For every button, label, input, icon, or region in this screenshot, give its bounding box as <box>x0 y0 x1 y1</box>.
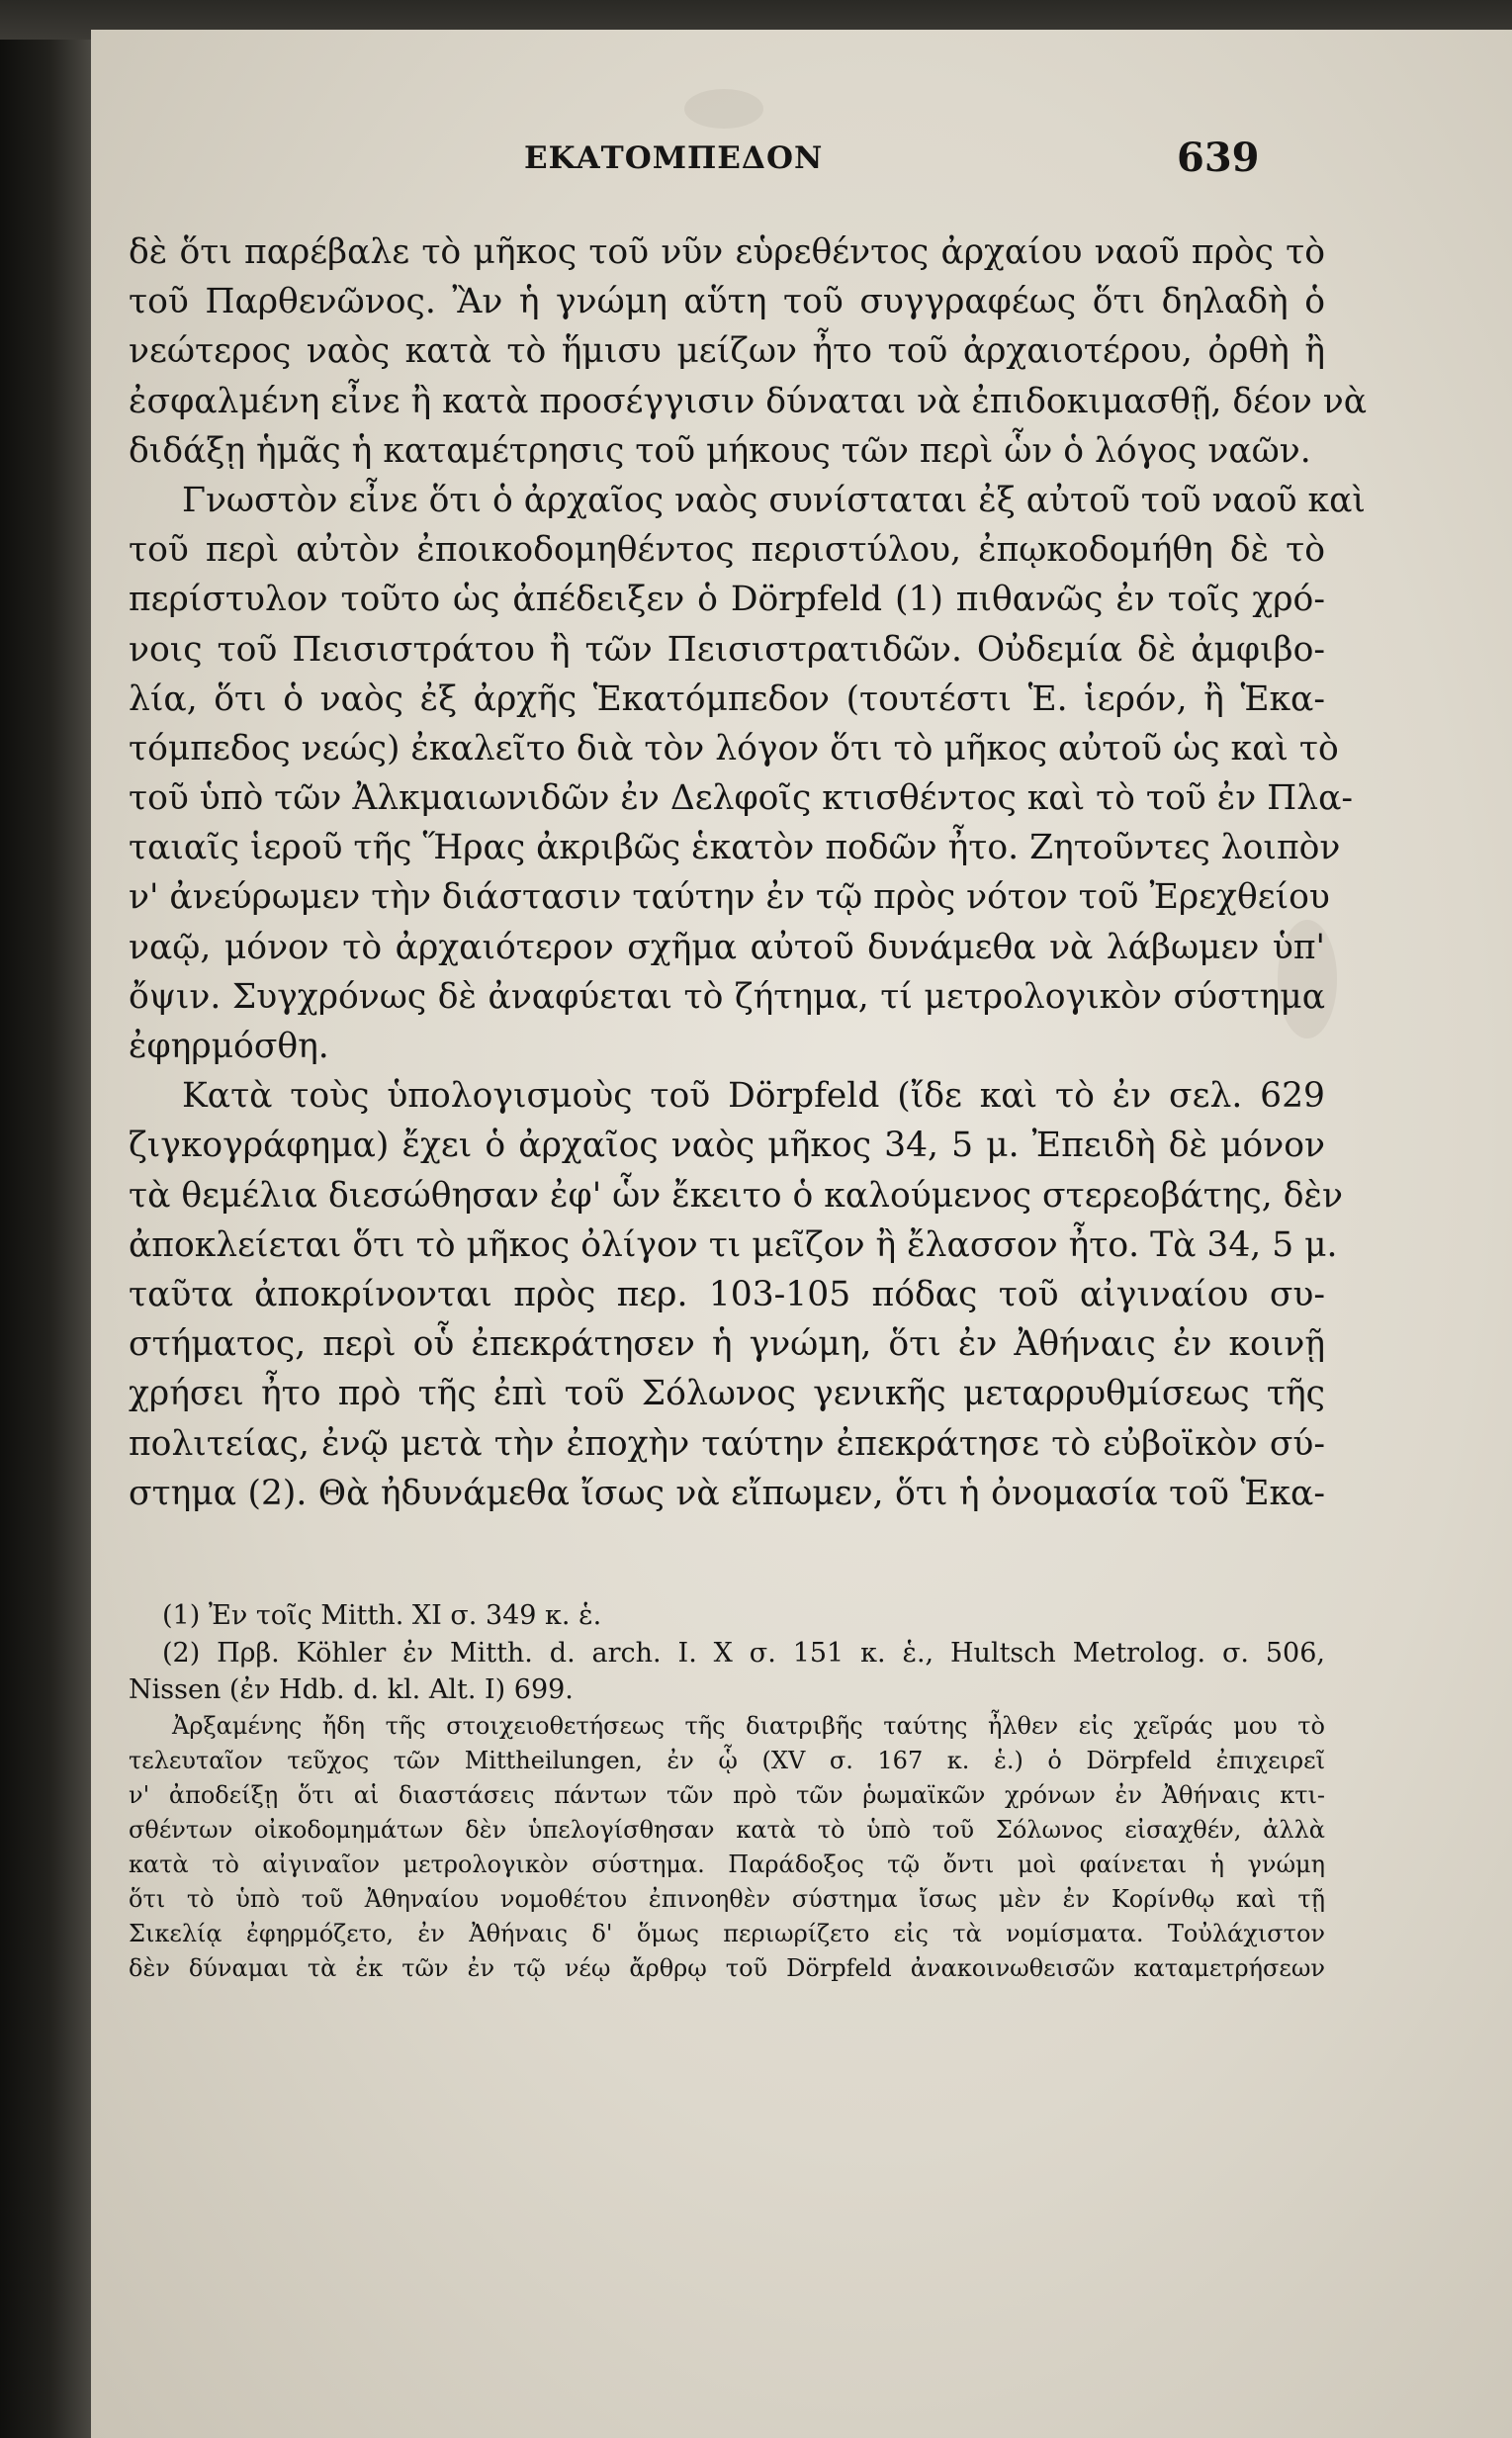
text-line: τοῦ Παρθενῶνος. Ἂν ἡ γνώμη αὕτη τοῦ συγγραφέως ὅτι δηλαδὴ ὁ <box>129 282 1325 322</box>
text-line: τοῦ περὶ αὐτὸν ἐποικοδομηθέντος περιστύλου, ἐπῳκοδομήθη δὲ τὸ <box>129 530 1325 571</box>
text-line: ταιαῖς ἱεροῦ τῆς Ἥρας ἀκριβῶς ἑκατὸν ποδῶν ἦτο. Ζητοῦντες λοιπὸν <box>129 828 1341 868</box>
text-line: χρήσει ἦτο πρὸ τῆς ἐπὶ τοῦ Σόλωνος γενικῆς μεταρρυθμίσεως τῆς <box>129 1374 1325 1414</box>
footnote-line: Σικελίᾳ ἐφηρμόζετο, ἐν Ἀθήναις δ' ὅμως περιωρίζετο εἰς τὰ νομίσματα. Τοὐλάχιστον <box>129 1919 1325 1947</box>
text-line: ἐφηρμόσθη. <box>129 1027 329 1066</box>
footnote-line: ν' ἀποδείξῃ ὅτι αἱ διαστάσεις πάντων τῶν πρὸ τῶν ῥωμαϊκῶν χρόνων ἐν Ἀθήναις κτι- <box>129 1780 1325 1809</box>
text-line: δὲ ὅτι παρέβαλε τὸ μῆκος τοῦ νῦν εὑρεθέντος ἀρχαίου ναοῦ πρὸς τὸ <box>129 232 1325 272</box>
text-line: ἐσφαλμένη εἶνε ἢ κατὰ προσέγγισιν δύναται νὰ ἐπιδοκιμασθῇ, δέον νὰ <box>129 381 1368 421</box>
footnote-line: (1) Ἐν τοῖς Mitth. XI σ. 349 κ. ἑ. <box>162 1600 602 1631</box>
text-line: στημα (2). Θὰ ἠδυνάμεθα ἴσως νὰ εἴπωμεν, ὅτι ἡ ὀνομασία τοῦ Ἑκα- <box>129 1473 1325 1513</box>
text-line: ταῦτα ἀποκρίνονται πρὸς περ. 103-105 πόδας τοῦ αἰγιναίου συ- <box>129 1274 1325 1314</box>
text-line: τοῦ ὑπὸ τῶν Ἀλκμαιωνιδῶν ἐν Δελφοῖς κτισθέντος καὶ τὸ τοῦ ἐν Πλα- <box>129 778 1354 819</box>
footnote-line: κατὰ τὸ αἰγιναῖον μετρολογικὸν σύστημα. Παράδοξος τῷ ὄντι μοὶ φαίνεται ἡ γνώμη <box>129 1850 1325 1878</box>
page-number: 639 <box>1177 135 1260 181</box>
footnotes <box>129 1597 1325 1986</box>
text-line: νοις τοῦ Πεισιστράτου ἢ τῶν Πεισιστρατιδῶν. Οὐδεμία δὲ ἀμφιβο- <box>129 629 1325 670</box>
text-line: ζιγκογράφημα) ἔχει ὁ ἀρχαῖος ναὸς μῆκος 34, 5 μ. Ἐπειδὴ δὲ μόνον <box>129 1126 1325 1166</box>
main-text <box>129 227 1368 1518</box>
book-page <box>91 30 1512 2438</box>
footnote-line: ὅτι τὸ ὑπὸ τοῦ Ἀθηναίου νομοθέτου ἐπινοηθὲν σύστημα ἴσως μὲν ἐν Κορίνθῳ καὶ τῇ <box>129 1884 1325 1913</box>
footnote-line: σθέντων οἰκοδομημάτων δὲν ὑπελογίσθησαν κατὰ τὸ ὑπὸ τοῦ Σόλωνος εἰσαχθέν, ἀλλὰ <box>129 1815 1325 1844</box>
text-line: Κατὰ τοὺς ὑπολογισμοὺς τοῦ Dörpfeld (ἴδε καὶ τὸ ἐν σελ. 629 <box>182 1076 1325 1117</box>
footnote-line: δὲν δύναμαι τὰ ἐκ τῶν ἐν τῷ νέῳ ἄρθρῳ τοῦ Dörpfeld ἀνακοινωθεισῶν καταμετρήσεων <box>129 1953 1325 1982</box>
page-header <box>91 135 1512 200</box>
footnote-line: Ἀρξαμένης ἤδη τῆς στοιχειοθετήσεως τῆς διατριβῆς ταύτης ἦλθεν εἰς χεῖράς μου τὸ <box>172 1711 1325 1740</box>
text-line: στήματος, περὶ οὗ ἐπεκράτησεν ἡ γνώμη, ὅτι ἐν Ἀθήναις ἐν κοινῇ <box>129 1324 1325 1365</box>
text-line: τὰ θεμέλια διεσώθησαν ἐφ' ὧν ἔκειτο ὁ καλούμενος στερεοβάτης, δὲν <box>129 1175 1344 1216</box>
text-line: ἀποκλείεται ὅτι τὸ μῆκος ὀλίγον τι μεῖζον ἢ ἔλασσον ἦτο. Τὰ 34, 5 μ. <box>129 1224 1338 1265</box>
running-title: ΕΚΑΤΟΜΠΕΔΟΝ <box>524 140 824 176</box>
text-line: ὄψιν. Συγχρόνως δὲ ἀναφύεται τὸ ζήτημα, τί μετρολογικὸν σύστημα <box>129 976 1325 1017</box>
text-line: ν' ἀνεύρωμεν τὴν διάστασιν ταύτην ἐν τῷ πρὸς νότον τοῦ Ἐρεχθείου <box>129 877 1330 918</box>
footnote-line: τελευταῖον τεῦχος τῶν Mittheilungen, ἐν ᾧ (XV σ. 167 κ. ἑ.) ὁ Dörpfeld ἐπιχειρεῖ <box>129 1746 1325 1774</box>
scan-binding-shadow <box>0 0 91 2438</box>
text-line: νεώτερος ναὸς κατὰ τὸ ἥμισυ μείζων ἦτο τοῦ ἀρχαιοτέρου, ὀρθὴ ἢ <box>129 331 1325 372</box>
text-line: διδάξῃ ἡμᾶς ἡ καταμέτρησις τοῦ μήκους τῶν περὶ ὧν ὁ λόγος ναῶν. <box>129 430 1311 471</box>
paper-stain <box>684 89 763 129</box>
footnote-line: (2) Πρβ. Köhler ἐν Mitth. d. arch. I. X σ. 151 κ. ἑ., Hultsch Metrolog. σ. 506, <box>162 1637 1325 1669</box>
text-line: τόμπεδος νεώς) ἐκαλεῖτο διὰ τὸν λόγον ὅτι τὸ μῆκος αὐτοῦ ὡς καὶ τὸ <box>129 728 1339 768</box>
text-line: Γνωστὸν εἶνε ὅτι ὁ ἀρχαῖος ναὸς συνίσταται ἐξ αὐτοῦ τοῦ ναοῦ καὶ <box>182 480 1366 520</box>
text-line: περίστυλον τοῦτο ὡς ἀπέδειξεν ὁ Dörpfeld (1) πιθανῶς ἐν τοῖς χρό- <box>129 580 1325 620</box>
text-line: πολιτείας, ἐνῷ μετὰ τὴν ἐποχὴν ταύτην ἐπεκράτησε τὸ εὐβοϊκὸν σύ- <box>129 1423 1325 1464</box>
text-line: λία, ὅτι ὁ ναὸς ἐξ ἀρχῆς Ἑκατόμπεδον (τουτέστι Ἑ. ἱερόν, ἢ Ἑκα- <box>129 678 1325 719</box>
text-line: ναῷ, μόνον τὸ ἀρχαιότερον σχῆμα αὐτοῦ δυνάμεθα νὰ λάβωμεν ὑπ' <box>129 927 1325 967</box>
footnote-line: Nissen (ἐν Hdb. d. kl. Alt. I) 699. <box>129 1674 574 1705</box>
